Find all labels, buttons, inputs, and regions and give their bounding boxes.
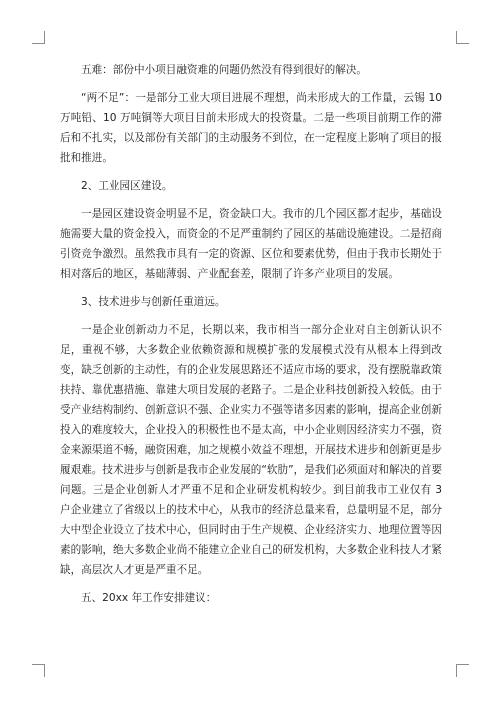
paragraph-industrial-park: 一是园区建设资金明显不足，资金缺口大。我市的几个园区都才起步，基础设施需要大量的资金投入，而资金的不足严重制约了园区的基础设施建设。二是招商引资竞争激烈。虽然我市具有一定的资源、区位和要素优势，但由于我市长期处于相对落后的地区，基础薄弱、产业配套差，限制了许多产业项目的发展。: [60, 208, 442, 280]
document-body: [60, 60, 442, 616]
heading-work-plan: 五、20xx 年工作安排建议：: [81, 592, 217, 604]
heading-tech-innovation: 3、技术进步与创新任重道远。: [81, 296, 226, 308]
crop-mark-bottom-left: [32, 664, 45, 677]
paragraph-two-insufficiencies: “两不足”：一是部分工业大项目进展不理想，尚未形成大的工作量，云锡 10 万吨铅、10 万吨铜等大项目目前未形成大的投资量。二是一些项目前期工作的滞后和不扎实，以及部份有关部门的主动服务不到位，在一定程度上影响了项目的报批和推进。: [60, 92, 442, 164]
paragraph-tech-innovation: 一是企业创新动力不足，长期以来，我市相当一部分企业对自主创新认识不足，重视不够，大多数企业依赖资源和规模扩张的发展模式没有从根本上得到改变，缺乏创新的主动性，有的企业发展思路还不适应市场的要求，没有摆脱靠政策扶持、靠优惠措施、靠建大项目发展的老路子。二是企业科技创新投入较低。由于受产业结构制约、创新意识不强、企业实力不强等诸多因素的影响，提高企业创新投入的难度较大，企业投入的积极性也不是太高，中小企业则因经济实力不强，资金来源渠道不畅，融资困难，加之规模小效益不理想，开展技术进步和创新更是步履艰难。技术进步与创新是我市企业发展的“软肋”，是我们必须面对和解决的首要问题。三是企业创新人才严重不足和企业研发机构较少。到目前我市工业仅有 3 户企业建立了省级以上的技术中心，从我市的经济总量来看，总量明显不足，部分大中型企业设立了技术中心，但同时由于生产规模、企业经济实力、地理位置等因素的影响，绝大多数企业尚不能建立企业自己的研发机构，大多数企业科技人才紧缺，高层次人才更是严重不足。: [60, 324, 442, 576]
heading-industrial-park: 2、工业园区建设。: [81, 180, 173, 192]
paragraph-difficulty-five: 五难：部份中小项目融资难的问题仍然没有得到很好的解决。: [81, 64, 368, 76]
crop-mark-top-right: [456, 31, 469, 44]
crop-mark-top-left: [32, 31, 45, 44]
crop-mark-bottom-right: [456, 664, 469, 677]
